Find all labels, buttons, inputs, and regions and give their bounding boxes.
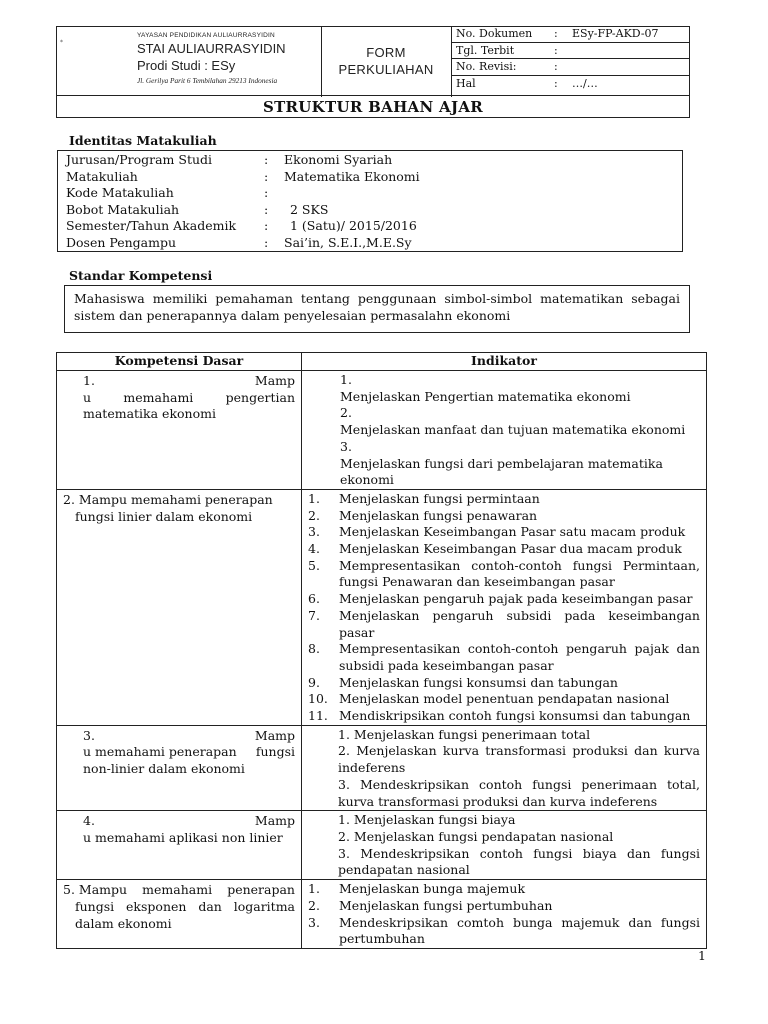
list-item: 6. Menjelaskan pengaruh pajak pada keseimbangan pasar	[308, 591, 693, 607]
page-number: 1	[698, 948, 706, 963]
identitas-row: Jurusan/Program Studi : Ekonomi Syariah	[66, 152, 393, 167]
list-item: 3. Menjelaskan Keseimbangan Pasar satu macam produk	[308, 524, 686, 540]
list-item: 3. Mendeskripsikan comtoh bunga majemuk dan fungsi pertumbuhan	[308, 914, 700, 947]
table-row	[57, 811, 707, 880]
list-item: 3. Mendeskripsikan contoh fungsi biaya dan fungsi pendapatan nasional	[338, 845, 700, 878]
indikator-cell	[302, 725, 707, 811]
program-name: Prodi Studi : ESy	[137, 58, 236, 73]
list-item: 2. Menjelaskan fungsi penawaran	[308, 507, 538, 523]
identitas-box	[57, 150, 683, 252]
kompetensi-cell: 3. Mamp u memahami penerapan fungsi non-linier dalam ekonomi	[57, 725, 302, 811]
meta-row: Hal : …/…	[456, 76, 598, 90]
identitas-row: Kode Matakuliah :	[66, 185, 269, 200]
foundation-name: YAYASAN PENDIDIKAN AULIAURRASYIDIN	[137, 32, 275, 39]
form-title: FORM PERKULIAHAN	[338, 45, 434, 77]
indikator-cell	[302, 489, 707, 725]
list-item: 8. Mempresentasikan contoh-contoh pengaruh pajak dan subsidi pada keseimbangan pasar	[308, 641, 700, 673]
document-title: STRUKTUR BAHAN AJAR	[56, 95, 690, 118]
column-header: Indikator	[302, 353, 707, 371]
kompetensi-cell: 2. Mampu memahami penerapan fungsi linier dalam ekonomi	[57, 489, 302, 725]
list-item: 10. Menjelaskan model penentuan pendapatan nasional	[308, 691, 670, 707]
list-item: 1. Menjelaskan Pengertian matematika ekonomi	[340, 372, 631, 404]
column-header: Kompetensi Dasar	[57, 353, 302, 371]
institution-name: STAI AULIAURRASYIDIN	[137, 41, 286, 56]
organization-block	[137, 31, 286, 88]
indikator-cell	[302, 880, 707, 949]
list-item: 3. Menjelaskan fungsi dari pembelajaran matematika ekonomi	[340, 438, 663, 488]
table-header-row	[57, 353, 707, 371]
list-item: 1. Menjelaskan fungsi permintaan	[308, 490, 540, 506]
list-item: 4. Menjelaskan Keseimbangan Pasar dua macam produk	[308, 541, 682, 557]
meta-row: No. Revisi: :	[451, 59, 690, 76]
table-row	[57, 725, 707, 811]
identitas-row: Dosen Pengampu : Sai’in, S.E.I.,M.E.Sy	[66, 234, 412, 250]
list-item: 2. Menjelaskan fungsi pendapatan nasional	[338, 828, 614, 844]
list-item: 7. Menjelaskan pengaruh subsidi pada keseimbangan pasar	[308, 607, 700, 640]
list-item: 3. Mendeskripsikan contoh fungsi penerimaan total, kurva transformasi produksi dan kurva indeferens	[338, 776, 701, 809]
list-item: 2. Menjelaskan manfaat dan tujuan matematika ekonomi	[340, 405, 686, 438]
indikator-cell	[302, 811, 707, 880]
identitas-heading: Identitas Matakuliah	[69, 133, 217, 148]
list-item: 1. Menjelaskan bunga majemuk	[308, 881, 526, 897]
table-row	[57, 880, 707, 949]
standar-box: Mahasiswa memiliki pemahaman tentang penggunaan simbol-simbol matematikan sebagai sistem dan penerapannya dalam penyelesaian permasalahn ekonomi	[64, 285, 690, 333]
standar-heading: Standar Kompetensi	[69, 268, 213, 283]
kompetensi-cell: 4. Mamp u memahami aplikasi non linier	[57, 811, 302, 880]
identitas-row: Bobot Matakuliah : 2 SKS	[66, 201, 329, 217]
list-item: 1. Menjelaskan fungsi biaya	[338, 812, 516, 828]
logo-placeholder: *	[60, 39, 63, 46]
institution-address: Jl. Gerilya Parit 6 Tembilahan 29213 Indonesia	[137, 76, 278, 85]
list-item: 2. Menjelaskan kurva transformasi produksi dan kurva indeferens	[338, 743, 700, 776]
divider	[321, 27, 322, 97]
indikator-cell	[302, 371, 707, 490]
table-row	[57, 371, 707, 490]
kompetensi-cell: 1. Mamp u memahami pengertian matematika ekonomi	[57, 371, 302, 490]
kompetensi-cell: 5. Mampu memahami penerapan fungsi eksponen dan logaritma dalam ekonomi	[57, 880, 302, 949]
identitas-row: Semester/Tahun Akademik : 1 (Satu)/ 2015/2016	[66, 218, 417, 233]
kompetensi-table	[56, 352, 707, 949]
list-item: 1. Menjelaskan fungsi penerimaan total	[338, 726, 591, 742]
list-item: 5. Mempresentasikan contoh-contoh fungsi Permintaan, fungsi Penawaran dan keseimbangan pasar	[308, 557, 700, 590]
identitas-row: Matakuliah : Matematika Ekonomi	[66, 168, 420, 184]
document-meta	[451, 26, 690, 92]
table-row	[57, 489, 707, 725]
list-item: 9. Menjelaskan fungsi konsumsi dan tabungan	[308, 674, 618, 690]
list-item: 2. Menjelaskan fungsi pertumbuhan	[308, 897, 553, 913]
meta-row: No. Dokumen : ESy-FP-AKD-07	[451, 26, 690, 43]
meta-row: Tgl. Terbit :	[451, 43, 690, 60]
list-item: 11. Mendiskripsikan contoh fungsi konsumsi dan tabungan	[308, 708, 691, 724]
